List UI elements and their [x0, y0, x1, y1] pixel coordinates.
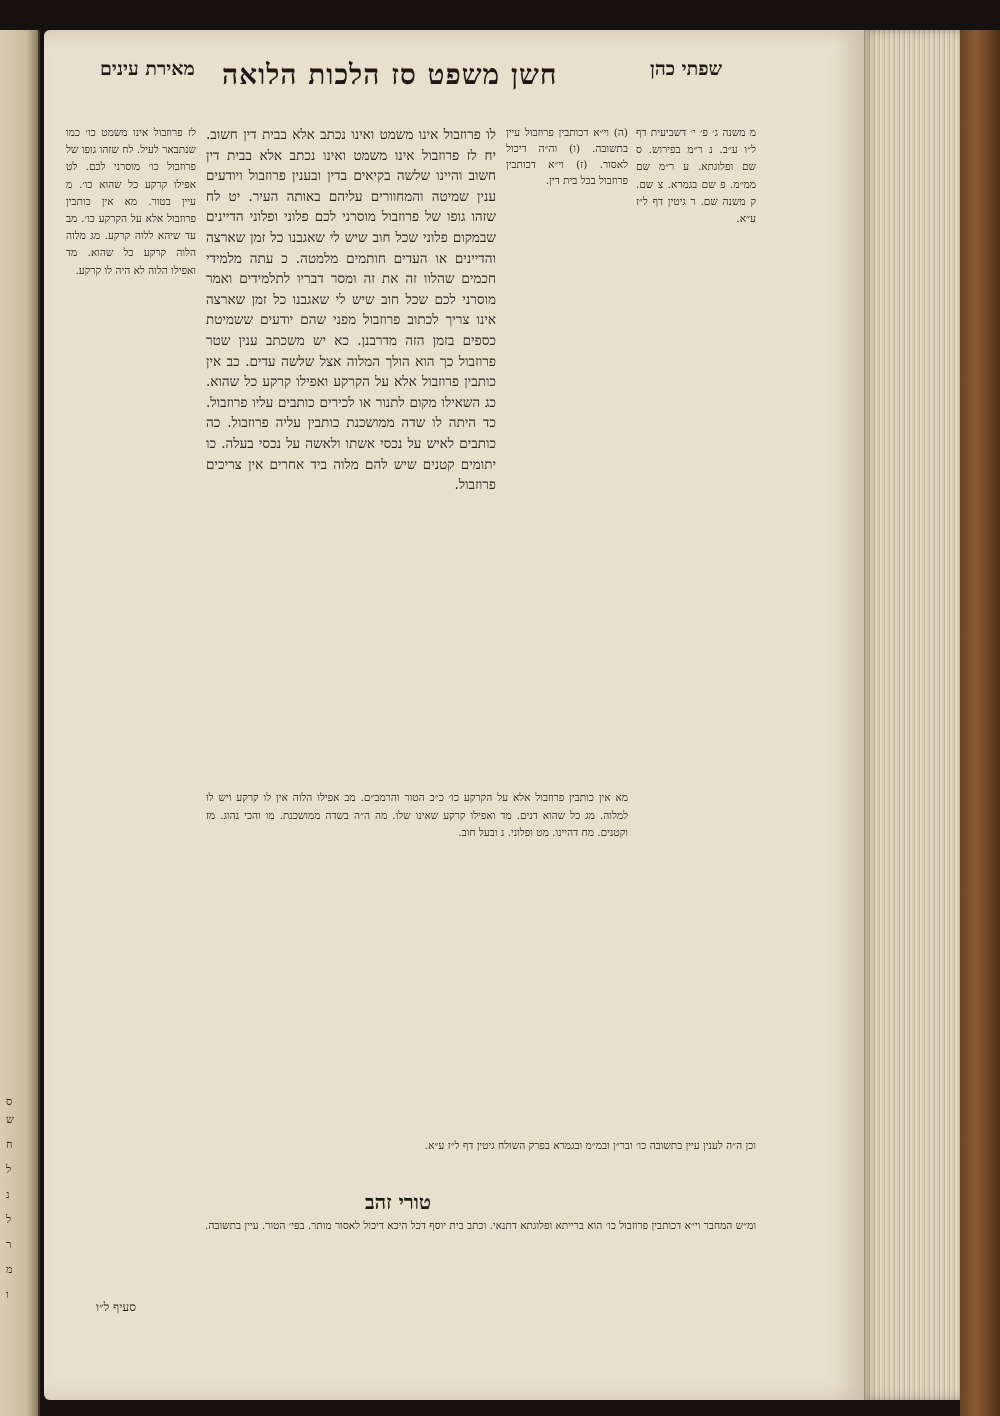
- taz-body: ומ״ש המחבר וי״א דכותבין פרוזבול כו׳ הוא ברייתא ופלוגתא דתנאי. וכתב בית יוסף דכל היכא דיכול לאסור מותר. בפי׳ הטור. עיין בתשובה.: [205, 1220, 756, 1232]
- commentary-shach: [206, 790, 628, 1135]
- main-text-column: [206, 125, 496, 785]
- commentary-beer-hagolah: [636, 125, 756, 1155]
- catchword: סעיף ל״ו: [96, 1300, 137, 1314]
- page-title: חשן משפט סז הלכות הלואה: [222, 58, 558, 91]
- taz-heading: טורי זהב: [365, 1190, 431, 1214]
- book-cover-edge: [960, 30, 1000, 1416]
- commentary-inner-notes: [506, 125, 628, 305]
- header-meirat-einayim: מאירת עינים: [100, 58, 195, 80]
- main-text: לו פרוזבול אינו משמט ואינו נכתב אלא בבית דין חשוב. יח לז פרוזבול אינו משמט ואינו נכתב אלא בבית דין חשוב והיינו שלשה בקיאים בדין ובענין פרוזבול ויודעים ענין שמיטה והמחוורים עליהם באותה העיר. יט לח שזהו גופו של פרוזבול מוסרני לכם פלוני ופלוני הדיינים שבמקום פלוני שכל חוב שיש לי שאגבנו כל זמן שארצה והדיינים או העדים חותמים מלמטה. כ עתה מלמידי חכמים שהלוו זה את זה ומסר דבריו לתלמידים ואמר מוסרני לכם שכל חוב שיש לי שאגבנו כל זמן שארצה אינו צריך לכתוב פרוזבול מפני שהם יודעים ששמיטת כספים בזמן הזה מדרבנן. כא יש משכתב ענין שטר פרוזבול כך הוא הולך המלוה אצל שלשה עדים. כב אין כותבין פרוזבול אלא על הקרקע ואפילו קרקע כל שהוא. כג השאילו מקום לתנור או לכירים כותבים עליו פרוזבול. כד היתה לו שדה ממושכנת כותבין עליה פרוזבול. כה כותבים לאיש על נכסי אשתו ולאשה על נכסי בעלה. כו יתומים קטנים שיש להם מלוה ביד אחרים אין צריכים פרוזבול.: [206, 127, 496, 494]
- continuation-text: וכן ה״ה לענין עיין בתשובה כו׳ ובר״ן ובמ״מ ובגמרא בפרק השולח גיטין דף ל״ז ע״א.: [424, 1140, 756, 1152]
- shach-text: מא אין כותבין פרוזבול אלא על הקרקע כו׳ כ״כ הטור והרמב״ם. מב אפילו הלוה אין לו קרקע ויש לו למלוה. מג כל שהוא דנים. מד ואפילו קרקע שאינו שלו. מה ה״ה בשדה ממושכנת. מו והכי נהוג. מז וקטנים. מח דהיינו. מט ופלוני. נ ובעל חוב.: [206, 792, 628, 840]
- inner-notes-text: (ה) וי״א דכותבין פרוזבול עיין בתשובה. (ו) וה״ה דיכול לאסור. (ז) וי״א דכותבין פרוזבול בכל בית דין.: [506, 127, 628, 187]
- previous-page-edge: ס ש ח ל נ ל ר מ ו: [0, 30, 40, 1416]
- commentary-meirat-einayim: [66, 125, 196, 1135]
- beer-hagolah-text: מ משנה ג׳ פ׳ י׳ דשביעית דף ל״ו ע״ב. נ ר״מ בפירוש. ס שם ופלוגתא. ע ר״מ שם ממ״מ. פ שם בגמרא. צ שם. ק משנה שם. ר גיטין דף ל״ז ע״א.: [636, 127, 756, 226]
- commentary-text: לז פרוזבול אינו משמט כו׳ כמו שנתבאר לעיל. לח שזהו גופו של פרוזבול כו׳ מוסרני לכם. לט אפילו קרקע כל שהוא כו׳. מ עיין בטור. מא אין כותבין פרוזבול אלא על הקרקע כו׳. מב עד שיהא ללוה קרקע. מג מלוה הלוה קרקע כל שהוא. מד ואפילו הלוה לא היה לו קרקע.: [66, 127, 196, 277]
- commentary-continuation: [66, 1138, 756, 1188]
- taz-text: [66, 1218, 756, 1318]
- header-beer-hagolah: שפתי כהן: [650, 58, 723, 80]
